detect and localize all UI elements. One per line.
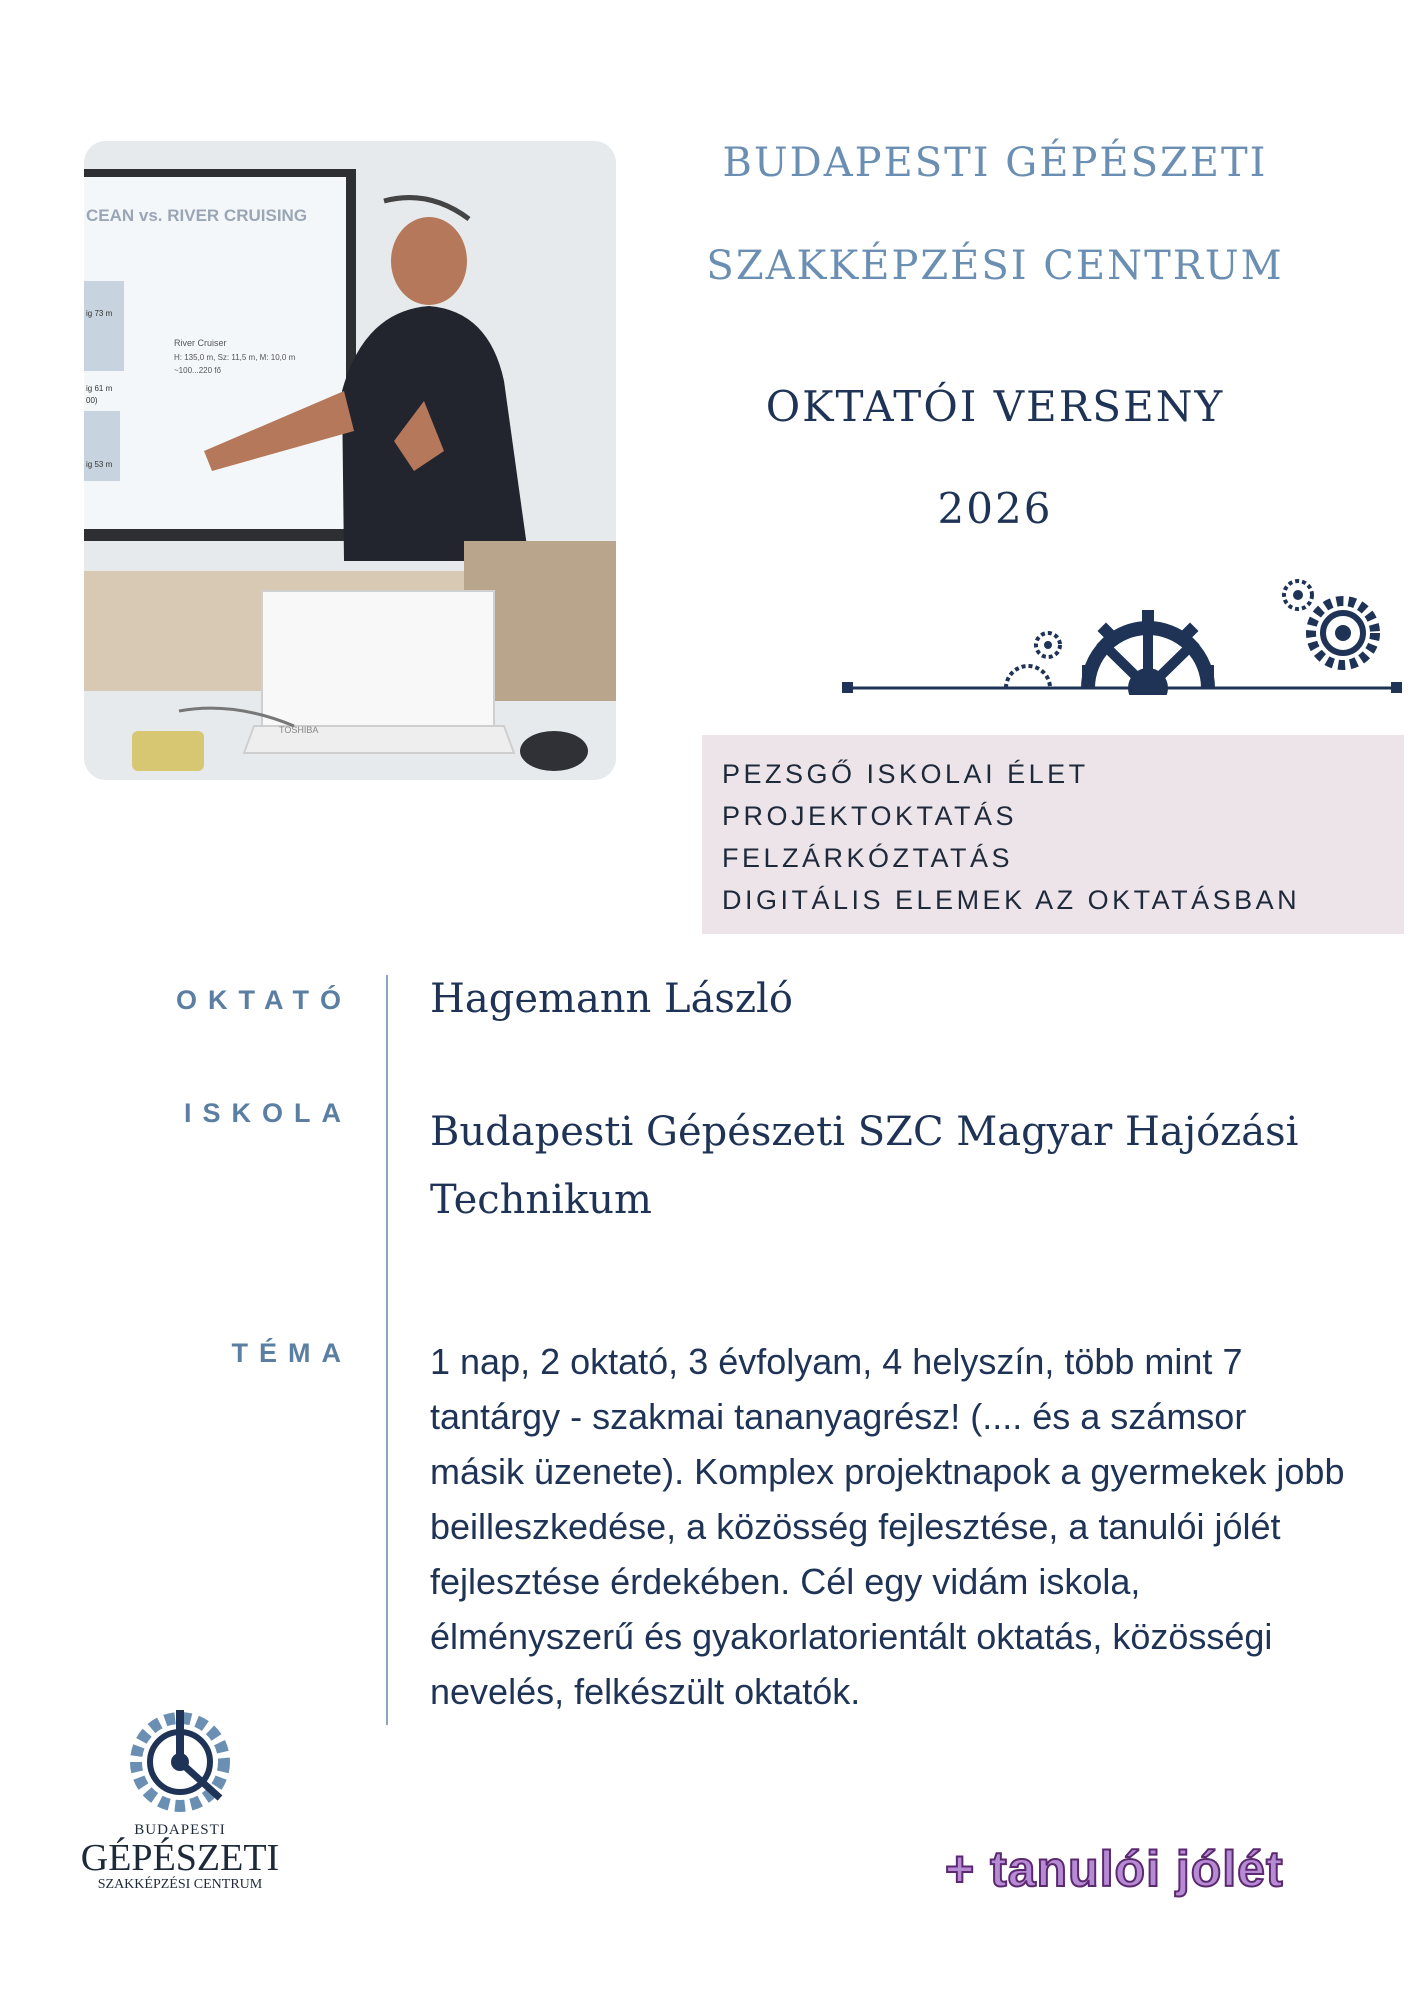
topic-text: 1 nap, 2 oktató, 3 évfolyam, 4 helyszín, több mint 7 tantárgy - szakmai tananyagrész! (.... és a számsor másik üzenete). Komplex projektnapok a gyermekek jobb beilleszkedése, a közösség fejlesztése, a tanulói jólét fejlesztése érdekében. Cél egy vidám iskola, élményszerű és gyakorlatorientált oktatás, közösségi nevelés, felkészült oktatók.	[430, 1341, 1345, 1712]
slide-text-3: ~100...220 fő	[174, 366, 221, 375]
school-label: ISKOLA	[183, 1098, 352, 1128]
presentation-photo-illustration	[84, 141, 616, 780]
tag-item: PROJEKTOKTATÁS	[722, 801, 1018, 831]
competition-year: 2026	[937, 484, 1053, 533]
tag-item: FELZÁRKÓZTATÁS	[722, 843, 1014, 873]
teacher-name: Hagemann László	[430, 976, 793, 1022]
teacher-photo	[84, 141, 616, 780]
logo-text-line1: BUDAPESTI	[134, 1822, 226, 1838]
slide-text-2: H: 135,0 m, Sz: 11,5 m, M: 10,0 m	[174, 353, 296, 362]
topic-label: TÉMA	[231, 1338, 352, 1368]
organization-name-line2: SZAKKÉPZÉSI CENTRUM	[706, 243, 1284, 289]
slide-text-1: River Cruiser	[174, 338, 227, 348]
tag-item: DIGITÁLIS ELEMEK AZ OKTATÁSBAN	[722, 885, 1301, 915]
wellbeing-badge: + tanulói jólét	[945, 1841, 1284, 1897]
topic-tags-box	[702, 735, 1404, 934]
gear-logo-icon	[120, 1700, 240, 1820]
slide-side-1: ig 73 m	[86, 309, 113, 318]
organization-name-line1: BUDAPESTI GÉPÉSZETI	[722, 140, 1268, 186]
gears-decoration-icon	[838, 575, 1408, 695]
logo-text-line2: GÉPÉSZETI	[80, 1837, 280, 1879]
laptop-brand: TOSHIBA	[279, 725, 319, 735]
slide-side-3: 00)	[86, 396, 98, 405]
slide-title: CEAN vs. RIVER CRUISING	[86, 206, 308, 225]
competition-title: OKTATÓI VERSENY	[765, 382, 1225, 431]
school-name: Budapesti Gépészeti SZC Magyar Hajózási Technikum	[430, 1109, 1299, 1223]
organization-logo	[70, 1700, 290, 1910]
divider-line	[386, 975, 388, 1725]
logo-text-line3: SZAKKÉPZÉSI CENTRUM	[97, 1877, 263, 1892]
slide-side-2: ig 61 m	[86, 384, 113, 393]
teacher-label: OKTATÓ	[176, 985, 352, 1015]
slide-side-4: ig 53 m	[86, 460, 113, 469]
tag-item: PEZSGŐ ISKOLAI ÉLET	[722, 759, 1089, 789]
